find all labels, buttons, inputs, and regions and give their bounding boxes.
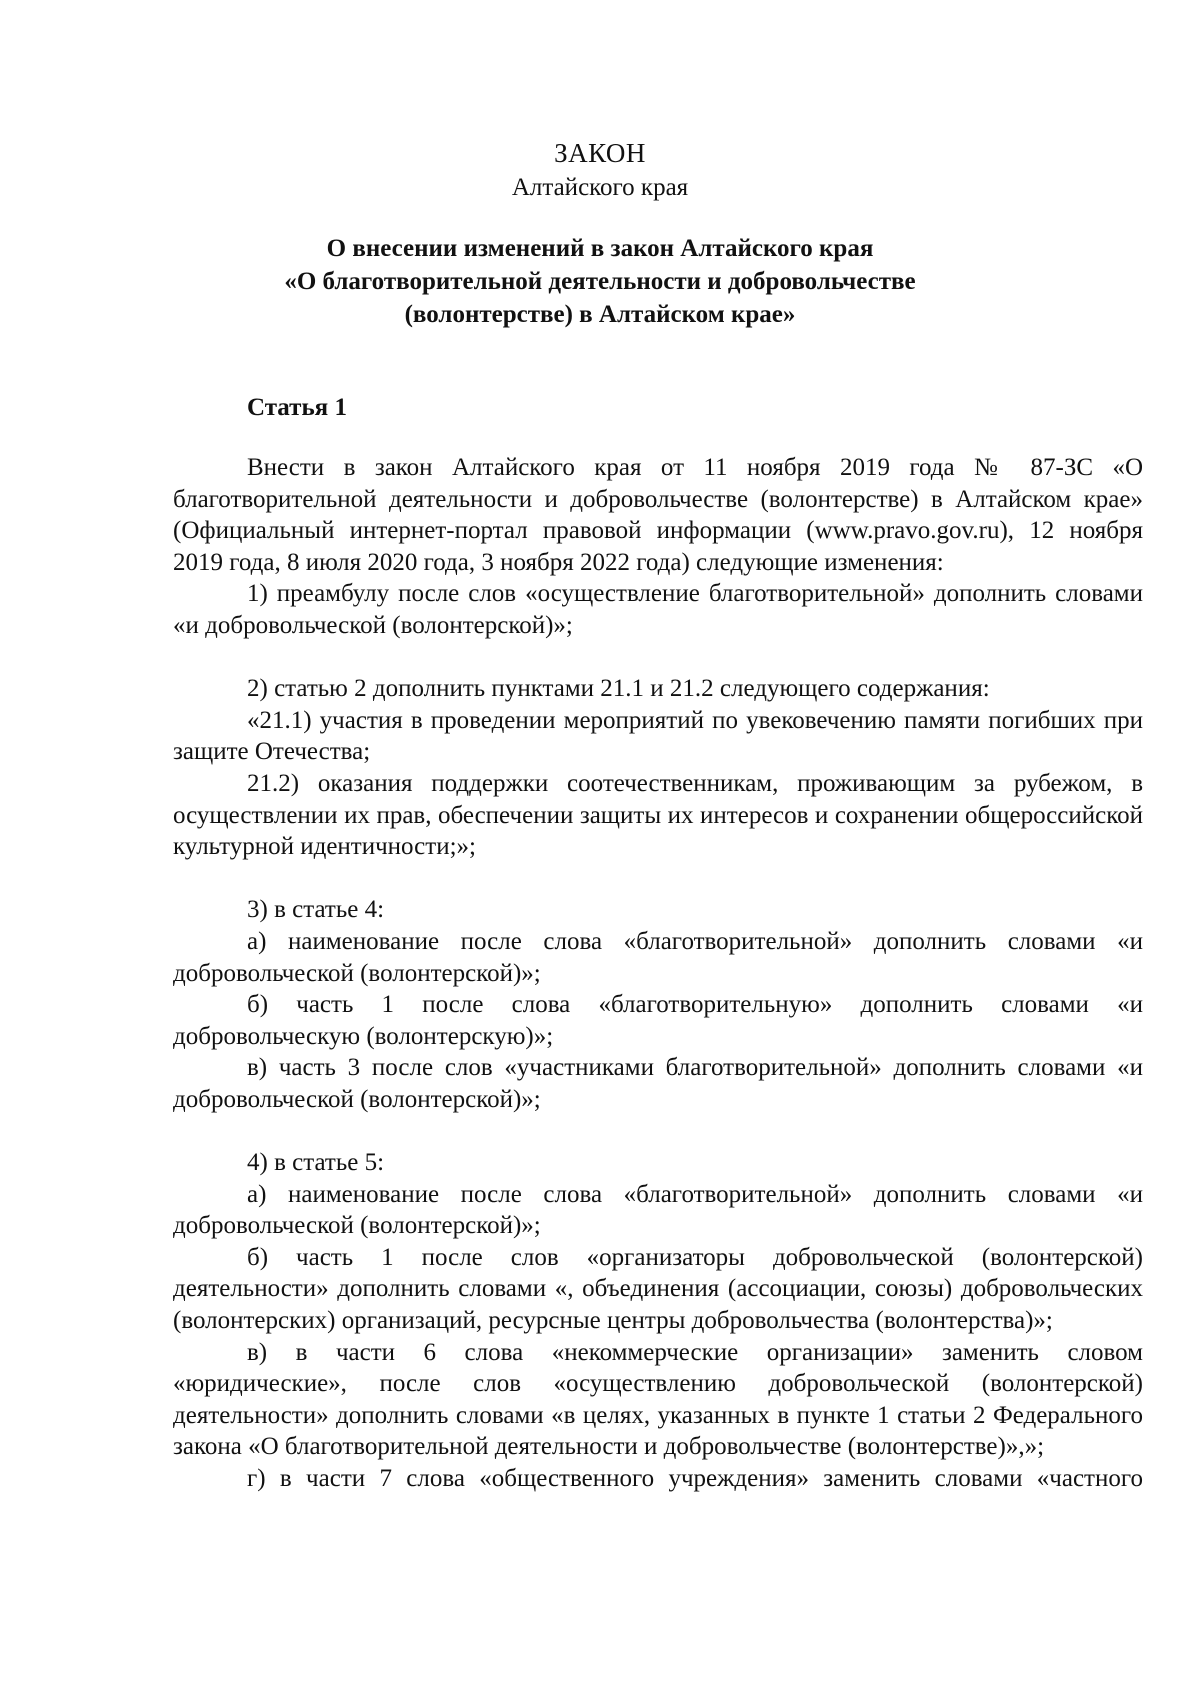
article-heading: Статья 1	[247, 394, 347, 421]
article-paragraph: г) в части 7 слова «общественного учреждения» заменить словами «частного	[247, 1465, 1143, 1492]
article-paragraph: 21.2) оказания поддержки соотечественникам, проживающим за рубежом, в осуществлении их прав, обеспечении защиты их интересов и сохранении общероссийской культурной идентичности;»;	[173, 769, 1143, 861]
article-paragraph: 1) преамбулу после слов «осуществление благотворительной» дополнить словами «и добровольческой (волонтерской)»;	[173, 580, 1143, 639]
article-paragraph: в) в части 6 слова «некоммерческие организации» заменить словом «юридические», после слов «осуществлению добровольческой (волонтерской) деятельности» дополнить словами «в целях, указанных в пункте 1 статьи 2 Федерального закона «О благотворительной деятельности и добровольчестве (волонтерстве)»,»;	[173, 1338, 1143, 1461]
article-paragraph: 2) статью 2 дополнить пунктами 21.1 и 21.2 следующего содержания:	[247, 675, 990, 703]
article-body	[173, 452, 1143, 1495]
article-paragraph: б) часть 1 после слова «благотворительную» дополнить словами «и добровольческую (волонтерскую)»;	[173, 991, 1143, 1050]
law-title-line: О внесении изменений в закон Алтайского края	[326, 235, 874, 262]
article-paragraph: а) наименование после слова «благотворительной» дополнить словами «и добровольческой (волонтерской)»;	[173, 927, 1143, 987]
document-region-subtitle: Алтайского края	[511, 174, 689, 201]
article-paragraph: в) часть 3 после слов «участниками благотворительной» дополнить словами «и добровольческой (волонтерской)»;	[173, 1054, 1143, 1113]
law-title-line: «О благотворительной деятельности и добровольчестве	[284, 268, 916, 295]
document-type-title: ЗАКОН	[554, 138, 646, 168]
law-title-line: (волонтерстве) в Алтайском крае»	[404, 301, 796, 328]
law-title	[0, 232, 1200, 331]
paragraph-gap	[173, 642, 1143, 674]
article-paragraph: «21.1) участия в проведении мероприятий по увековечению памяти погибших при защите Отечества;	[173, 706, 1143, 766]
article-paragraph: 3) в статье 4:	[247, 896, 385, 924]
article-paragraph: 4) в статье 5:	[247, 1149, 385, 1177]
article-paragraph: а) наименование после слова «благотворительной» дополнить словами «и добровольческой (волонтерской)»;	[173, 1180, 1143, 1240]
paragraph-gap	[173, 1115, 1143, 1147]
article-paragraph: Внести в закон Алтайского края от 11 ноября 2019 года № 87-ЗС «О благотворительной деятельности и добровольчестве (волонтерстве) в Алтайском крае» (Официальный интернет-портал правовой информации (www.pravo.gov.ru), 12 ноября 2019 года, 8 июля 2020 года, 3 ноября 2022 года) следующие изменения:	[173, 454, 1143, 576]
article-paragraph: б) часть 1 после слов «организаторы добровольческой (волонтерской) деятельности» дополнить словами «, объединения (ассоциации, союзы) добровольческих (волонтерских) организаций, ресурсные центры добровольчества (волонтерства)»;	[173, 1243, 1143, 1335]
paragraph-gap	[173, 863, 1143, 895]
